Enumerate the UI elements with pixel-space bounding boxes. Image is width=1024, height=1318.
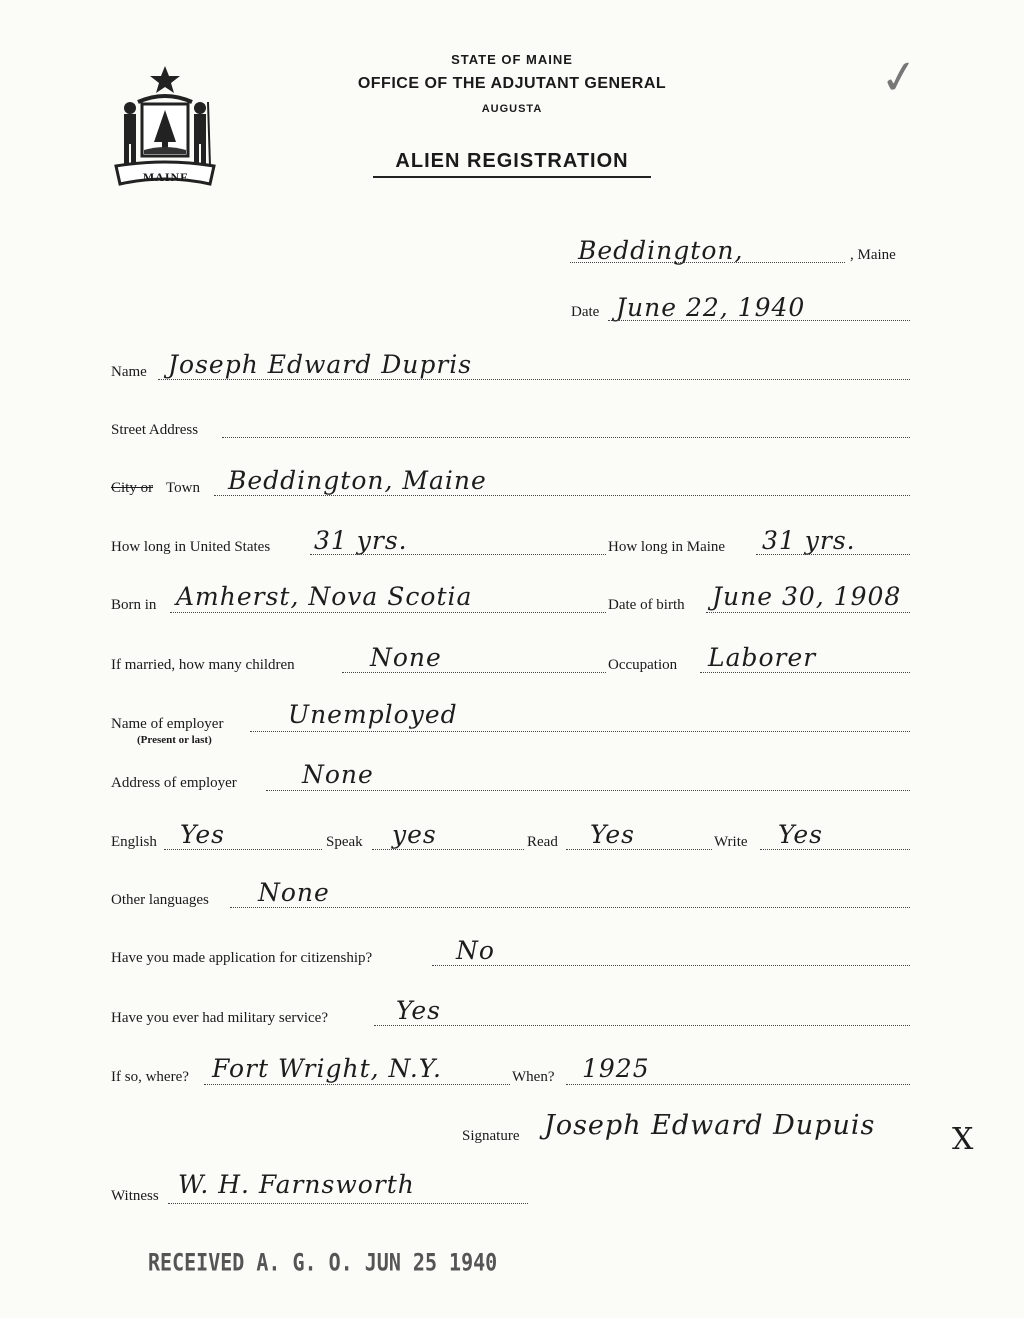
- english-label: English: [111, 834, 157, 850]
- employer-value: Unemployed: [288, 700, 458, 729]
- citizenship-line: [432, 965, 910, 966]
- title-underline: [373, 176, 651, 178]
- employer-sub-label: (Present or last): [137, 734, 212, 746]
- city-town-line: [214, 495, 910, 496]
- speak-line: [372, 849, 524, 850]
- other-languages-label: Other languages: [111, 892, 209, 908]
- place-value: Beddington,: [578, 236, 744, 265]
- how-long-us-line: [310, 554, 606, 555]
- place-line: [570, 262, 845, 263]
- citizenship-label: Have you made application for citizenship?: [111, 950, 373, 966]
- english-line: [164, 849, 322, 850]
- name-line: [158, 379, 910, 380]
- speak-label: Speak: [326, 834, 363, 850]
- header-office: OFFICE OF THE ADJUTANT GENERAL: [357, 75, 667, 92]
- where-label: If so, where?: [111, 1069, 189, 1085]
- employer-address-line: [266, 790, 910, 791]
- when-label: When?: [512, 1069, 555, 1085]
- witness-value: W. H. Farnsworth: [178, 1170, 415, 1199]
- name-label: Name: [111, 364, 147, 380]
- military-line: [374, 1025, 910, 1026]
- town-label: Town: [166, 480, 200, 496]
- read-line: [566, 849, 712, 850]
- born-in-line: [170, 612, 606, 613]
- city-town-value: Beddington, Maine: [228, 466, 487, 495]
- speak-value: yes: [392, 820, 437, 849]
- date-label: Date: [571, 304, 600, 320]
- employer-address-value: None: [302, 760, 374, 789]
- maine-label: , Maine: [850, 247, 896, 263]
- signature-label: Signature: [462, 1128, 520, 1144]
- military-label: Have you ever had military service?: [111, 1010, 328, 1026]
- header-state: STATE OF MAINE: [451, 52, 573, 67]
- write-line: [760, 849, 910, 850]
- seal-text: MAINE: [142, 170, 190, 184]
- children-label: If married, how many children: [111, 657, 295, 673]
- street-label: Street Address: [111, 422, 199, 438]
- born-in-value: Amherst, Nova Scotia: [176, 582, 473, 611]
- how-long-maine-value: 31 yrs.: [762, 526, 856, 555]
- where-value: Fort Wright, N.Y.: [212, 1054, 442, 1083]
- employer-address-label: Address of employer: [111, 775, 237, 791]
- read-label: Read: [527, 834, 558, 850]
- date-of-birth-value: June 30, 1908: [712, 582, 902, 611]
- date-value: June 22, 1940: [616, 293, 806, 322]
- how-long-maine-line: [756, 554, 910, 555]
- signature-value: Joseph Edward Dupuis: [544, 1110, 876, 1141]
- form-title: ALIEN REGISTRATION: [395, 150, 629, 172]
- received-stamp: RECEIVED A. G. O. JUN 25 1940: [148, 1247, 498, 1277]
- how-long-us-value: 31 yrs.: [314, 526, 408, 555]
- other-languages-line: [230, 907, 910, 908]
- when-line: [566, 1084, 910, 1085]
- date-of-birth-line: [706, 612, 910, 613]
- english-value: Yes: [180, 820, 225, 849]
- date-of-birth-label: Date of birth: [608, 597, 685, 613]
- write-label: Write: [714, 834, 748, 850]
- when-value: 1925: [582, 1054, 650, 1083]
- witness-line: [168, 1203, 528, 1204]
- write-value: Yes: [778, 820, 823, 849]
- occupation-label: Occupation: [608, 657, 678, 673]
- date-line: [608, 320, 910, 321]
- where-line: [204, 1084, 510, 1085]
- city-label-struck: City or: [111, 480, 154, 496]
- read-value: Yes: [590, 820, 635, 849]
- employer-label: Name of employer: [111, 716, 224, 732]
- how-long-us-label: How long in United States: [111, 539, 271, 555]
- street-line: [222, 437, 910, 438]
- header-city: AUGUSTA: [481, 103, 543, 115]
- born-in-label: Born in: [111, 597, 157, 613]
- how-long-maine-label: How long in Maine: [608, 539, 726, 555]
- name-value: Joseph Edward Dupris: [168, 350, 473, 379]
- citizenship-value: No: [456, 936, 495, 965]
- signature-mark: X: [952, 1122, 975, 1157]
- children-line: [342, 672, 606, 673]
- occupation-value: Laborer: [708, 643, 817, 672]
- military-value: Yes: [396, 996, 441, 1025]
- children-value: None: [370, 643, 442, 672]
- employer-line: [250, 731, 910, 732]
- other-languages-value: None: [258, 878, 330, 907]
- occupation-line: [700, 672, 910, 673]
- check-mark-icon: ✓: [876, 49, 922, 106]
- witness-label: Witness: [111, 1188, 159, 1204]
